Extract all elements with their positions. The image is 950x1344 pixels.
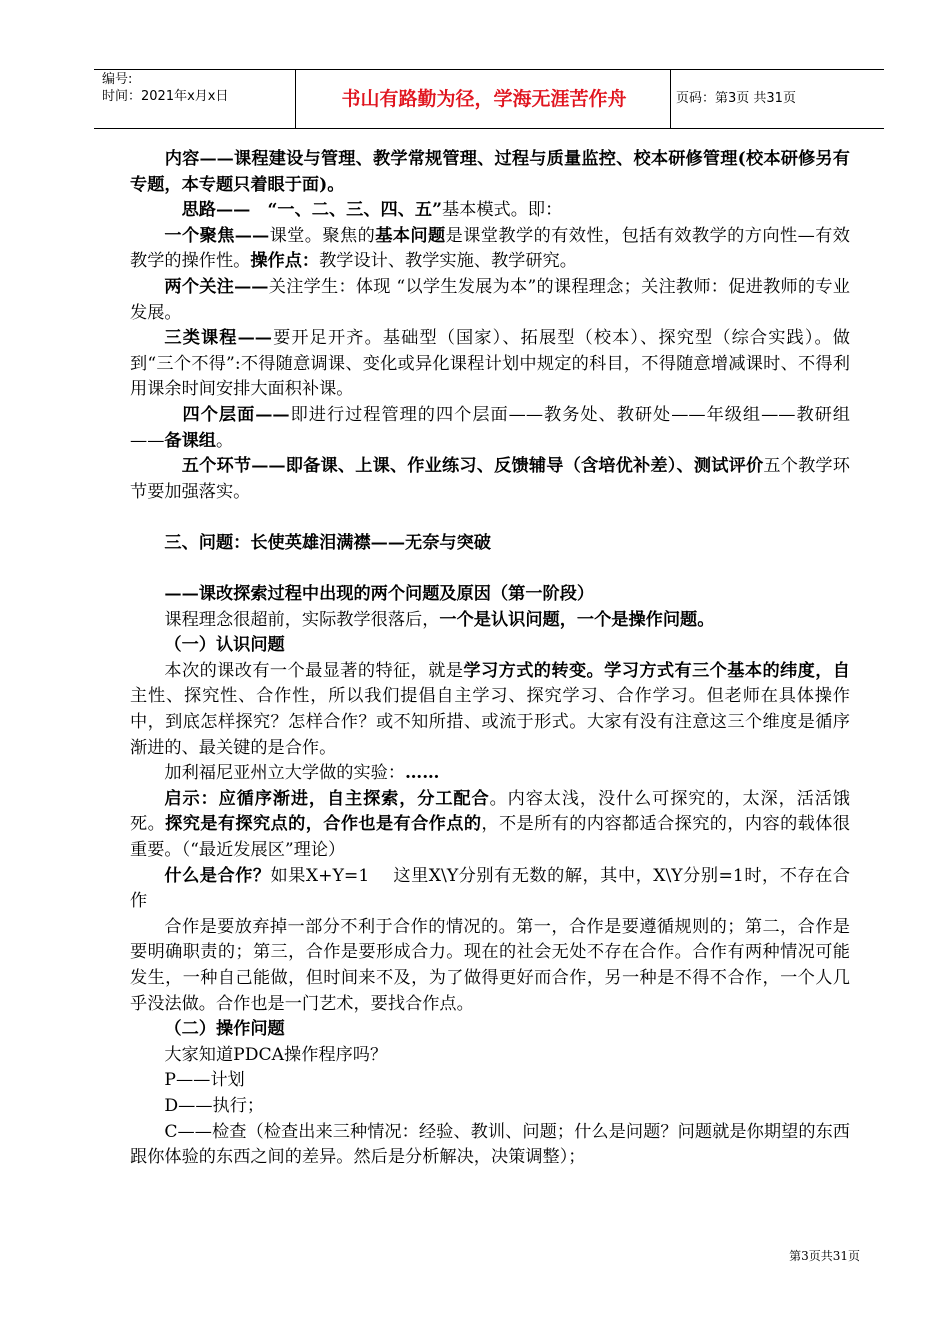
body-paragraph: 一个聚焦——课堂。聚焦的基本问题是课堂教学的有效性，包括有效教学的方向性—有效教学的操作性。操作点：教学设计、教学实施、教学研究。: [130, 225, 850, 272]
body-paragraph: ——课改探索过程中出现的两个问题及原因（第一阶段）: [164, 584, 595, 605]
body-paragraph: （一）认识问题: [164, 635, 285, 656]
body-paragraph: （二）操作问题: [164, 1019, 285, 1040]
header-divider: [670, 69, 671, 129]
header-page-info: 页码：第3页 共31页: [676, 91, 796, 106]
body-paragraph: 内容——课程建设与管理、教学常规管理、过程与质量监控、校本研修管理(校本研修另有专题，本专题只着眼于面)。: [130, 149, 850, 195]
body-paragraph: D——执行；: [164, 1095, 265, 1116]
header-meta: [102, 71, 228, 105]
page-footer: 第3页共31页: [789, 1249, 860, 1263]
body-paragraph: 加利福尼亚州立大学做的实验：……: [164, 763, 440, 784]
body-paragraph: 两个关注——关注学生：体现 “以学生发展为本”的课程理念；关注教师：促进教师的专业发展。: [130, 276, 850, 323]
header-bottom-rule: [94, 128, 884, 129]
body-paragraph: 本次的课改有一个最显著的特征，就是学习方式的转变。学习方式有三个基本的纬度，自主性、探究性、合作性，所以我们提倡自主学习、探究学习、合作学习。但老师在具体操作中，到底怎样探究？怎样合作？或不知所措、或流于形式。大家有没有注意这三个维度是循序渐进的、最关键的是合作。: [130, 660, 850, 758]
document-time: 时间：2021年x月x日: [102, 89, 229, 104]
page-header: [94, 69, 884, 129]
header-motto: 书山有路勤为径，学海无涯苦作舟: [341, 88, 627, 110]
body-paragraph: 五个环节——即备课、上课、作业练习、反馈辅导（含培优补差）、测试评价五个教学环节要加强落实。: [130, 456, 850, 502]
body-paragraph: C——检查（检查出来三种情况：经验、教训、问题；什么是问题？问题就是你期望的东西跟你体验的东西之间的差异。然后是分析解决，决策调整）；: [130, 1121, 850, 1168]
document-body: [130, 147, 850, 1171]
body-paragraph: 课程理念很超前，实际教学很落后，一个是认识问题，一个是操作问题。: [164, 609, 715, 630]
body-paragraph: 思路—— “一、二、三、四、五”基本模式。即：: [164, 200, 563, 221]
body-paragraph: P——计划: [164, 1070, 245, 1091]
header-top-rule: [94, 69, 884, 70]
document-number-label: 编号:: [102, 72, 133, 87]
body-paragraph: 大家知道PDCA操作程序吗？: [164, 1044, 388, 1065]
body-paragraph: 什么是合作？如果X+Y=1 这里X\Y分别有无数的解，其中，X\Y分别=1时，不存在合作: [130, 865, 850, 912]
body-paragraph: 四个层面——即进行过程管理的四个层面——教务处、教研处——年级组——教研组——备课组。: [130, 404, 850, 451]
body-paragraph: 启示：应循序渐进，自主探索，分工配合。内容太浅，没什么可探究的，太深，活活饿死。探究是有探究点的，合作也是有合作点的，不是所有的内容都适合探究的，内容的载体很重要。（“最近发展区”理论）: [130, 788, 850, 861]
body-paragraph: 三类课程——要开足开齐。基础型（国家）、拓展型（校本）、探究型（综合实践）。做到“三个不得”:不得随意调课、变化或异化课程计划中规定的科目，不得随意增减课时、不得利用课余时间安排大面积补课。: [130, 328, 850, 400]
body-paragraph: 合作是要放弃掉一部分不利于合作的情况的。第一，合作是要遵循规则的；第二，合作是要明确职责的；第三，合作是要形成合力。现在的社会无处不存在合作。合作有两种情况可能发生，一种自己能做，但时间来不及，为了做得更好而合作，另一种是不得不合作，一个人几乎没法做。合作也是一门艺术，要找合作点。: [130, 916, 850, 1014]
body-paragraph: 三、问题：长使英雄泪满襟——无奈与突破: [164, 532, 491, 553]
header-divider: [295, 69, 296, 129]
